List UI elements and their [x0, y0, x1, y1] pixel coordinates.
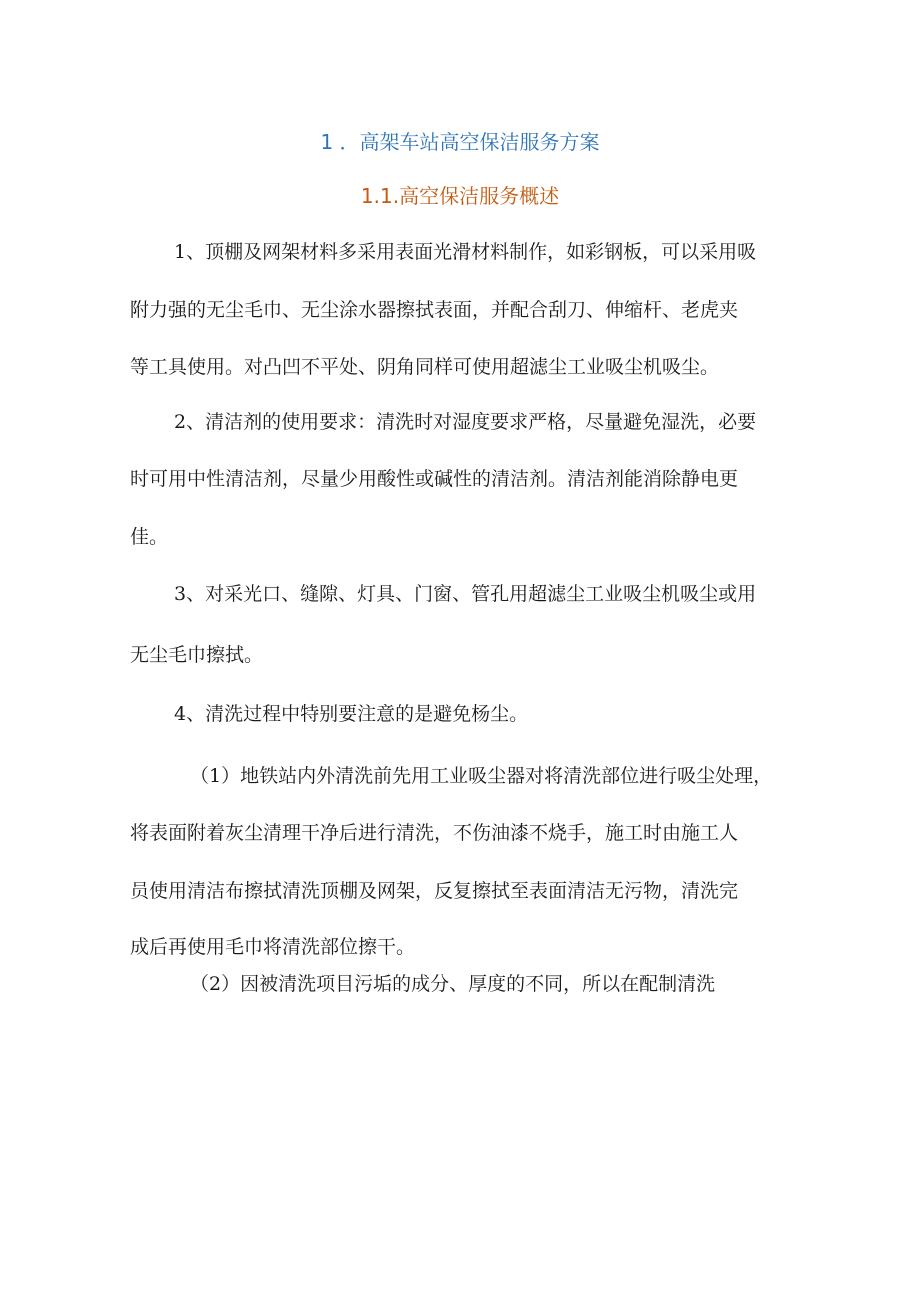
item-1-line-2: 将表面附着灰尘清理干净后进行清洗，不伤油漆不烧手，施工时由施工人 [130, 822, 739, 844]
item-1-line-4: 成后再使用毛巾将清洗部位擦干。 [130, 936, 416, 958]
paragraph-2-line-2: 时可用中性清洁剂，尽量少用酸性或碱性的清洁剂。清洁剂能消除静电更 [130, 468, 739, 490]
subsection-heading: 1.1.高空保洁服务概述 [360, 184, 560, 208]
paragraph-2-line-1: 2、清洁剂的使用要求：清洗时对湿度要求严格，尽量避免湿洗，必要 [174, 411, 757, 433]
paragraph-1-line-3: 等工具使用。对凸凹不平处、阴角同样可使用超滤尘工业吸尘机吸尘。 [130, 356, 720, 378]
item-2-line-1: （2）因被清洗项目污垢的成分、厚度的不同，所以在配制清洗 [190, 973, 716, 995]
section-heading: 1 ．高架车站高空保洁服务方案 [320, 130, 600, 154]
paragraph-1-line-1: 1、顶棚及网架材料多采用表面光滑材料制作，如彩钢板，可以采用吸 [174, 241, 757, 263]
paragraph-3-line-1: 3、对采光口、缝隙、灯具、门窗、管孔用超滤尘工业吸尘机吸尘或用 [174, 583, 757, 605]
paragraph-1-line-2: 附力强的无尘毛巾、无尘涂水器擦拭表面，并配合刮刀、伸缩杆、老虎夹 [130, 299, 739, 321]
paragraph-2-line-3: 佳。 [130, 526, 169, 548]
paragraph-4-line-1: 4、清洗过程中特别要注意的是避免杨尘。 [174, 703, 529, 725]
item-1-line-1: （1）地铁站内外清洗前先用工业吸尘器对将清洗部位进行吸尘处理， [190, 765, 773, 787]
item-1-line-3: 员使用清洁布擦拭清洗顶棚及网架，反复擦拭至表面清洁无污物，清洗完 [130, 880, 739, 902]
paragraph-3-line-2: 无尘毛巾擦拭。 [130, 644, 264, 666]
